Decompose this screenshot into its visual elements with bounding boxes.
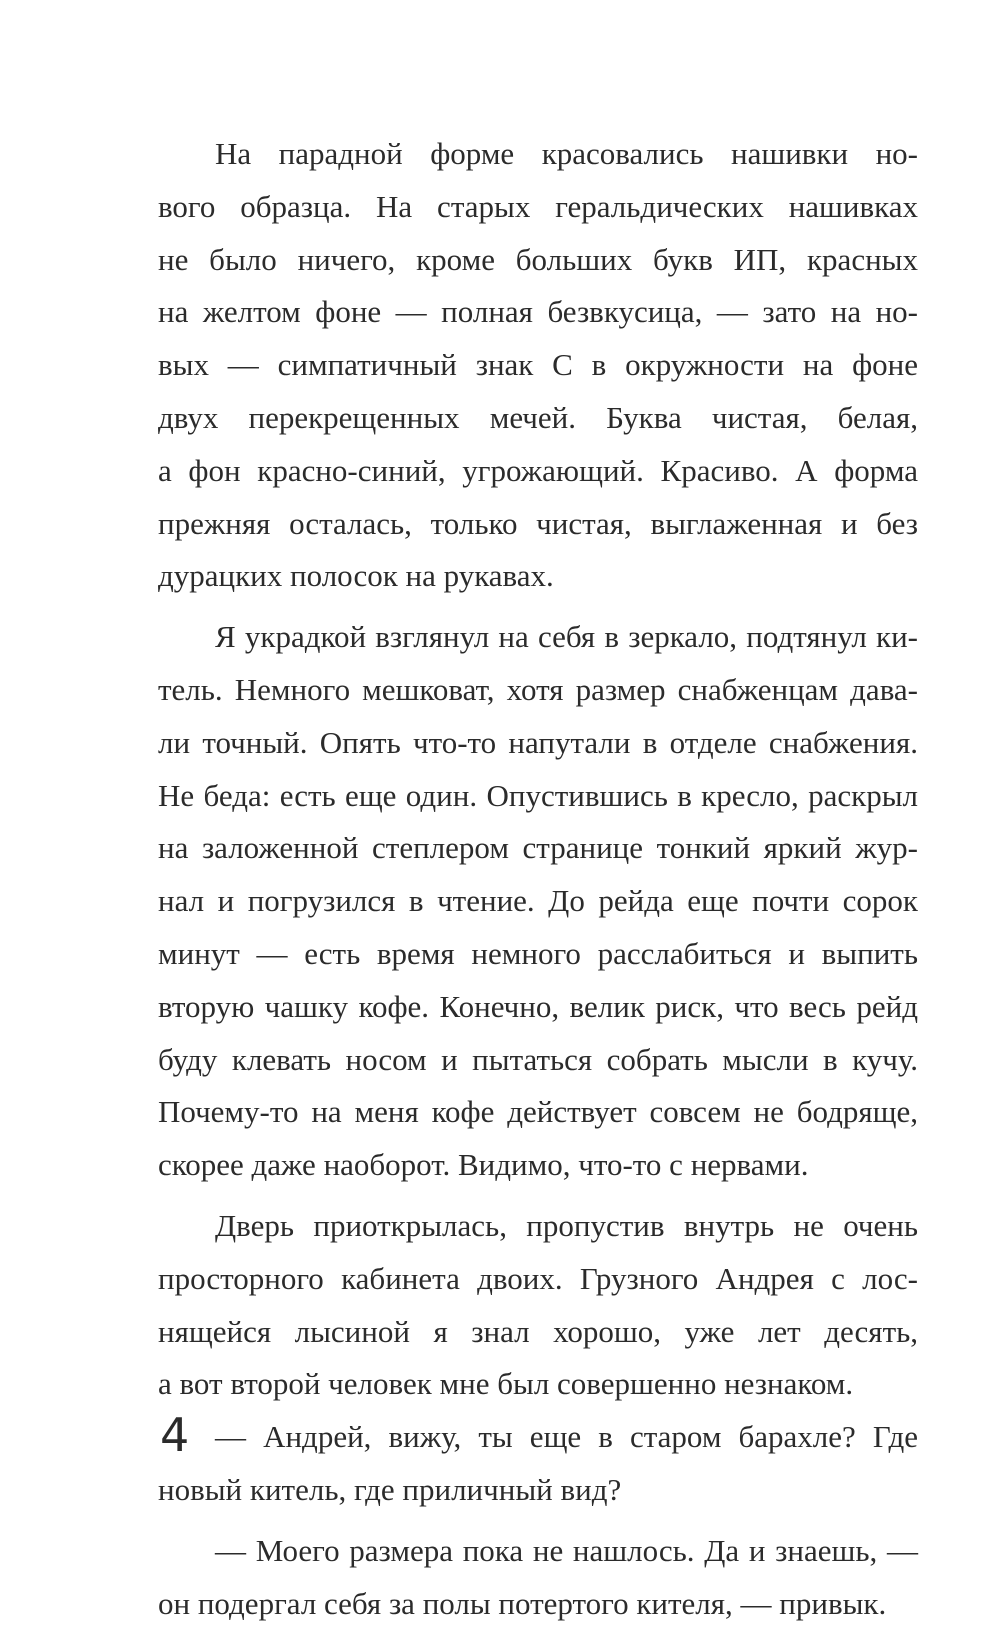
text-line: новый китель, где приличный вид? xyxy=(158,1471,622,1507)
dialogue-2 xyxy=(158,1525,918,1630)
text-line: — Андрей, вижу, ты еще в старом барахле? Где xyxy=(215,1419,918,1455)
paragraph-3 xyxy=(158,1200,918,1411)
text-line: на заложенной степлером странице тонкий яркий жур- xyxy=(158,830,918,866)
text-line: нал и погрузился в чтение. До рейда еще почти сорок xyxy=(158,883,918,919)
text-line: На парадной форме красовались нашивки но- xyxy=(215,136,918,171)
text-line: — Моего размера пока не нашлось. Да и знаешь, — xyxy=(215,1532,918,1568)
text-line: двух перекрещенных мечей. Буква чистая, белая, xyxy=(158,399,918,435)
paragraph-2 xyxy=(158,611,918,1192)
text-line: не было ничего, кроме больших букв ИП, красных xyxy=(158,241,918,277)
text-line: скорее даже наоборот. Видимо, что-то с нервами. xyxy=(158,1147,809,1183)
text-line: а вот второй человек мне был совершенно незнаком. xyxy=(158,1366,854,1402)
text-line: тель. Немного мешковат, хотя размер снабженцам дава- xyxy=(158,671,918,707)
text-line: нящейся лысиной я знал хорошо, уже лет десять, xyxy=(158,1313,918,1349)
page-number: 4 xyxy=(160,1408,190,1462)
text-line: просторного кабинета двоих. Грузного Андрея с лос- xyxy=(158,1260,918,1296)
text-line: на желтом фоне — полная безвкусица, — зато на но- xyxy=(158,294,918,330)
text-line: буду клевать носом и пытаться собрать мысли в кучу. xyxy=(158,1041,918,1077)
text-line: вого образца. На старых геральдических нашивках xyxy=(158,188,918,224)
text-line: Не беда: есть еще один. Опустившись в кресло, раскрыл xyxy=(158,777,918,813)
text-line: минут — есть время немного расслабиться и выпить xyxy=(158,935,918,971)
text-line: Дверь приоткрылась, пропустив внутрь не очень xyxy=(215,1207,918,1243)
text-line: Я украдкой взглянул на себя в зеркало, подтянул ки- xyxy=(215,619,918,655)
text-line: вых — симпатичный знак С в окружности на фоне xyxy=(158,347,918,383)
text-line: прежняя осталась, только чистая, выглаженная и без xyxy=(158,505,918,541)
text-line: он подергал себя за полы потертого кителя, — привык. xyxy=(158,1585,887,1621)
paragraph-gap xyxy=(158,603,918,611)
text-line: ли точный. Опять что-то напутали в отделе снабжения. xyxy=(158,724,918,760)
text-line: Почему-то на меня кофе действует совсем не бодряще, xyxy=(158,1094,918,1130)
dialogue-1 xyxy=(158,1408,918,1517)
text-line: дурацких полосок на рукавах. xyxy=(158,558,554,594)
book-page-text xyxy=(158,128,918,1630)
text-line: а фон красно-синий, угрожающий. Красиво. А форма xyxy=(158,452,918,488)
paragraph-gap xyxy=(158,1192,918,1200)
paragraph-1 xyxy=(158,128,918,603)
paragraph-gap xyxy=(158,1517,918,1525)
text-line: вторую чашку кофе. Конечно, велик риск, что весь рейд xyxy=(158,988,918,1024)
